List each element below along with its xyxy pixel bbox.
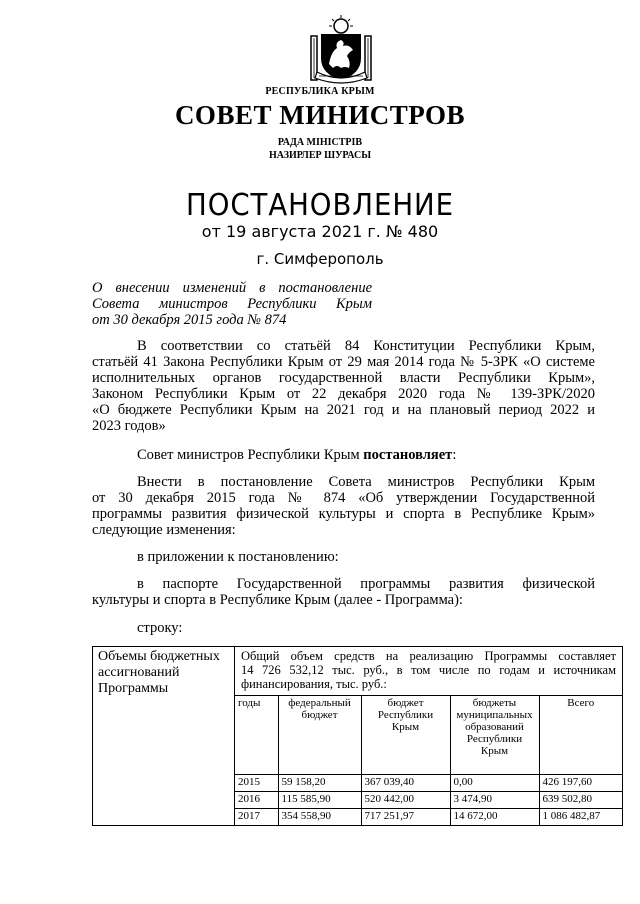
resolution-colon: : xyxy=(452,447,457,463)
paragraph-line: Внести в постановление Совета министров Республики Крым xyxy=(137,474,595,490)
budget-label-cell: Объемы бюджетных ассигнований Программы xyxy=(93,647,235,826)
paragraph-line: статьёй 41 Закона Республики Крым от 29 мая 2014 года № 5-ЗРК «О системе xyxy=(92,354,595,370)
amendment-paragraph xyxy=(92,474,595,538)
table-cell: 3 474,90 xyxy=(450,792,539,809)
paragraph-line: В соответствии со статьёй 84 Конституции Республики Крым, xyxy=(137,338,595,354)
column-header: бюджеты муниципальных образований Республики Крым xyxy=(450,696,539,775)
table-row xyxy=(235,775,622,792)
paragraph-line: исполнительных органов государственной власти Республики Крым», xyxy=(92,370,595,386)
table-cell: 1 086 482,87 xyxy=(539,809,622,826)
table-row xyxy=(235,792,622,809)
table-header-row xyxy=(235,696,622,775)
table-cell: 115 585,90 xyxy=(278,792,361,809)
republic-label: РЕСПУБЛИКА КРЫМ xyxy=(265,86,375,97)
table-cell: 2017 xyxy=(235,809,278,826)
table-cell: 426 197,60 xyxy=(539,775,622,792)
column-header: Всего xyxy=(539,696,622,775)
summary-line: 14 726 532,12 тыс. руб., в том числе по годам и источникам xyxy=(241,663,616,677)
decree-subject xyxy=(92,280,372,328)
paragraph-line: программы развития физической культуры и спорта в Республике Крым» xyxy=(92,506,595,522)
council-title-crimean-tatar: НАЗИРЛЕР ШУРАСЫ xyxy=(268,150,372,161)
paragraph-line: Законом Республики Крым от 22 декабря 2020 года № 139-ЗРК/2020 xyxy=(92,386,595,402)
preamble-paragraph xyxy=(92,338,595,434)
table-cell: 59 158,20 xyxy=(278,775,361,792)
resolution-keyword: постановляет xyxy=(363,447,453,463)
column-header: федеральный бюджет xyxy=(278,696,361,775)
summary-line: Общий объем средств на реализацию Программы составляет xyxy=(241,649,616,663)
paragraph-line: от 30 декабря 2015 года № 874 «Об утверждении Государственной xyxy=(92,490,595,506)
budget-summary xyxy=(235,647,622,695)
resolution-text: Совет министров Республики Крым xyxy=(137,447,364,463)
table-cell: 14 672,00 xyxy=(450,809,539,826)
paragraph-line: «О бюджете Республики Крым на 2021 год и на плановый период 2022 и xyxy=(92,402,595,418)
council-title-ukrainian: РАДА МІНІСТРІВ xyxy=(277,137,363,148)
column-header: годы xyxy=(235,696,278,775)
table-cell: 520 442,00 xyxy=(361,792,450,809)
resolution-paragraph xyxy=(92,447,595,463)
paragraph-line: культуры и спорта в Республике Крым (далее - Программа): xyxy=(92,592,463,608)
council-title: СОВЕТ МИНИСТРОВ xyxy=(174,100,466,130)
table-cell: 717 251,97 xyxy=(361,809,450,826)
budget-content-cell xyxy=(235,647,623,826)
table-row xyxy=(235,809,622,826)
appendix-paragraph: в приложении к постановлению: xyxy=(137,549,339,565)
budget-breakdown-table xyxy=(235,695,622,825)
table-cell: 367 039,40 xyxy=(361,775,450,792)
summary-line: финансирования, тыс. руб.: xyxy=(241,677,387,691)
table-cell: 2015 xyxy=(235,775,278,792)
column-header: бюджет Республики Крым xyxy=(361,696,450,775)
subject-line: О внесении изменений в постановление xyxy=(92,280,372,296)
table-cell: 2016 xyxy=(235,792,278,809)
table-cell: 0,00 xyxy=(450,775,539,792)
table-cell: 354 558,90 xyxy=(278,809,361,826)
paragraph-line: в паспорте Государственной программы развития физической xyxy=(137,576,595,592)
paragraph-line: 2023 годов» xyxy=(92,418,166,434)
program-budget-table xyxy=(92,646,623,826)
subject-line: от 30 декабря 2015 года № 874 xyxy=(92,312,287,328)
subject-line: Совета министров Республики Крым xyxy=(92,296,372,312)
passport-paragraph xyxy=(92,576,595,608)
decree-title: ПОСТАНОВЛЕНИЕ xyxy=(186,188,454,223)
line-paragraph: строку: xyxy=(137,620,183,636)
paragraph-line: следующие изменения: xyxy=(92,522,236,538)
crimea-coat-of-arms-icon xyxy=(305,14,377,86)
decree-city: г. Симферополь xyxy=(256,250,384,268)
decree-date: от 19 августа 2021 г. № 480 xyxy=(201,222,439,241)
table-cell: 639 502,80 xyxy=(539,792,622,809)
